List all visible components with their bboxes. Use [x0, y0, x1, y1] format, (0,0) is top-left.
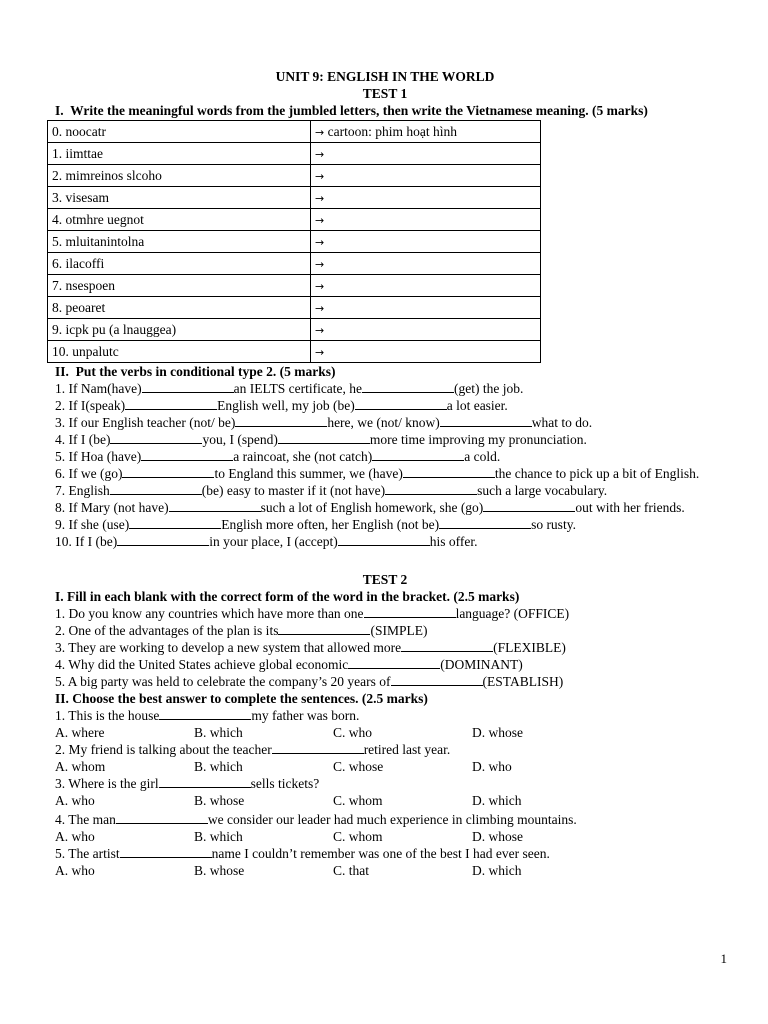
list-item — [55, 482, 715, 499]
table-row — [48, 341, 541, 363]
answer-blank[interactable] — [142, 380, 234, 393]
answer-option[interactable]: A. whom — [55, 759, 106, 774]
answer-blank[interactable] — [338, 533, 430, 546]
section-number: I. — [55, 103, 64, 118]
test2-part2-heading: II. Choose the best answer to complete the sentences. (2.5 marks) — [55, 691, 428, 706]
answer-blank[interactable] — [355, 397, 447, 410]
sentence-part: (FLEXIBLE) — [493, 640, 566, 655]
sentence-part: more time improving my pronunciation. — [369, 432, 587, 447]
question-text: 5. The artist — [55, 846, 120, 861]
answer-option[interactable]: C. whom — [333, 793, 383, 808]
test1-part2-heading — [55, 363, 715, 380]
answer-blank[interactable] — [120, 845, 212, 858]
question — [55, 707, 715, 724]
arrow-icon: → — [315, 235, 325, 249]
answer-blank[interactable] — [364, 605, 456, 618]
arrow-icon: → — [315, 125, 325, 139]
table-row — [48, 209, 541, 231]
arrow-icon: → — [315, 257, 325, 271]
sentence-part: 10. If I (be) — [55, 534, 118, 549]
table-row — [48, 231, 541, 253]
jumbled-word-cell — [48, 253, 311, 275]
sentence-part: such a lot of English homework, she (go) — [260, 500, 484, 515]
arrow-icon: → — [315, 213, 325, 227]
table-row — [48, 253, 541, 275]
test1-title: TEST 1 — [362, 86, 408, 101]
sentence-part: a cold. — [464, 449, 501, 464]
table-row — [48, 319, 541, 341]
sentence-part: his offer. — [429, 534, 478, 549]
sentence-part: a raincoat, she (not catch) — [233, 449, 373, 464]
answer-options — [55, 828, 715, 845]
sentence-part: so rusty. — [531, 517, 576, 532]
jumbled-word-cell — [48, 275, 311, 297]
arrow-icon: → — [315, 191, 325, 205]
answer-cell[interactable] — [311, 165, 541, 187]
answer-blank[interactable] — [169, 499, 261, 512]
sentence-part: what to do. — [531, 415, 593, 430]
question-text: retired last year. — [363, 742, 451, 757]
answer-blank[interactable] — [122, 465, 214, 478]
sentence-part: to England this summer, we (have) — [214, 466, 403, 481]
answer-cell[interactable] — [311, 231, 541, 253]
section-text: Put the verbs in conditional type 2. (5 marks) — [75, 364, 336, 379]
sentence-part: out with her friends. — [575, 500, 685, 515]
sentence-part: 8. If Mary (not have) — [55, 500, 169, 515]
list-item — [55, 397, 715, 414]
jumbled-word-cell — [48, 319, 311, 341]
test1-part1-heading — [55, 102, 715, 119]
answer-cell[interactable] — [311, 253, 541, 275]
jumbled-words-table — [47, 120, 541, 363]
sentence-part: 4. Why did the United States achieve global economic — [55, 657, 349, 672]
answer-blank[interactable] — [385, 482, 477, 495]
answer-option[interactable]: D. which — [472, 863, 522, 878]
sentence-part: language? (OFFICE) — [455, 606, 570, 621]
answer-option[interactable]: C. that — [333, 863, 369, 878]
answer-cell[interactable] — [311, 187, 541, 209]
answer-option[interactable]: A. who — [55, 863, 95, 878]
arrow-icon: → — [315, 279, 325, 293]
answer-option[interactable]: A. who — [55, 793, 95, 808]
sentence-part: 5. If Hoa (have) — [55, 449, 142, 464]
section-text: Write the meaningful words from the jumbled letters, then write the Vietnamese meaning. (5 marks) — [70, 103, 648, 118]
question — [55, 845, 715, 862]
table-row — [48, 275, 541, 297]
sentence-part: 4. If I (be) — [55, 432, 111, 447]
jumbled-word: 1. iimttae — [52, 146, 103, 161]
jumbled-word-cell — [48, 231, 311, 253]
answer-blank[interactable] — [483, 499, 575, 512]
answer-option[interactable]: B. which — [194, 725, 243, 740]
answer-option[interactable]: D. whose — [472, 829, 523, 844]
list-item — [55, 622, 715, 639]
question — [55, 741, 715, 758]
answer-option[interactable]: A. who — [55, 829, 95, 844]
answer-cell[interactable] — [311, 275, 541, 297]
list-item — [55, 465, 715, 482]
answer-blank[interactable] — [278, 431, 370, 444]
answer-blank[interactable] — [125, 397, 217, 410]
list-item — [55, 533, 715, 550]
sentence-part: 9. If she (use) — [55, 517, 130, 532]
question-text: 1. This is the house — [55, 708, 160, 723]
sentence-part: you, I (spend) — [202, 432, 278, 447]
jumbled-word-cell — [48, 341, 311, 363]
list-item — [55, 499, 715, 516]
jumbled-word: 7. nsespoen — [52, 278, 115, 293]
answer-option[interactable]: C. whose — [333, 759, 384, 774]
list-item — [55, 639, 715, 656]
jumbled-word: 6. ilacoffi — [52, 256, 105, 271]
jumbled-word: 10. unpalutc — [52, 344, 119, 359]
word-form-list — [55, 605, 715, 690]
table-row — [48, 121, 541, 143]
answer-blank[interactable] — [440, 414, 532, 427]
answer-blank[interactable] — [117, 533, 209, 546]
sentence-part: (DOMINANT) — [440, 657, 523, 672]
answer-option[interactable]: B. whose — [194, 863, 245, 878]
arrow-icon: → — [315, 323, 325, 337]
answer-cell[interactable] — [311, 143, 541, 165]
sentence-part: (ESTABLISH) — [482, 674, 564, 689]
sentence-part: (get) the job. — [454, 381, 524, 396]
sentence-part: 5. A big party was held to celebrate the company’s 20 years of — [55, 674, 391, 689]
sentence-part: an IELTS certificate, he — [233, 381, 363, 396]
list-item — [55, 431, 715, 448]
sentence-part: 2. One of the advantages of the plan is its — [55, 623, 279, 638]
answer-cell[interactable] — [311, 297, 541, 319]
arrow-icon: → — [315, 345, 325, 359]
list-item — [55, 516, 715, 533]
sentence-part: in your place, I (accept) — [209, 534, 338, 549]
list-item — [55, 605, 715, 622]
answer-blank[interactable] — [272, 741, 364, 754]
answer-blank[interactable] — [235, 414, 327, 427]
answer-text: cartoon: phim hoạt hình — [327, 123, 457, 139]
answer-options — [55, 724, 715, 741]
answer-option[interactable]: D. whose — [472, 725, 523, 740]
sentence-part: 7. English — [55, 483, 110, 498]
conditional-list — [55, 380, 715, 550]
question-text: 4. The man — [55, 812, 116, 827]
answer-blank[interactable] — [110, 431, 202, 444]
answer-options — [55, 792, 715, 809]
sentence-part: such a large vocabulary. — [477, 483, 608, 498]
answer-blank[interactable] — [439, 516, 531, 529]
jumbled-word-cell — [48, 121, 311, 143]
jumbled-word-cell — [48, 165, 311, 187]
answer-blank[interactable] — [159, 775, 251, 788]
sentence-part: 1. If Nam(have) — [55, 381, 142, 396]
question — [55, 775, 715, 792]
sentence-part: English more often, her English (not be) — [221, 517, 440, 532]
question-text: my father was born. — [251, 708, 360, 723]
arrow-icon: → — [315, 147, 325, 161]
question-text: 2. My friend is talking about the teacher — [55, 742, 272, 757]
answer-blank[interactable] — [401, 639, 493, 652]
multiple-choice-list — [55, 707, 715, 879]
answer-blank[interactable] — [110, 482, 202, 495]
question-text: we consider our leader had much experience in climbing mountains. — [207, 812, 577, 827]
jumbled-word: 0. noocatr — [52, 124, 106, 139]
answer-option[interactable]: B. whose — [194, 793, 245, 808]
jumbled-word: 3. visesam — [52, 190, 109, 205]
answer-blank[interactable] — [116, 811, 208, 824]
answer-blank[interactable] — [129, 516, 221, 529]
list-item — [55, 673, 715, 690]
sentence-part: 3. If our English teacher (not/ be) — [55, 415, 236, 430]
table-row — [48, 187, 541, 209]
unit-title: UNIT 9: ENGLISH IN THE WORLD — [275, 69, 495, 84]
sentence-part: 3. They are working to develop a new system that allowed more — [55, 640, 402, 655]
sentence-part: here, we (not/ know) — [327, 415, 440, 430]
list-item — [55, 448, 715, 465]
sentence-part: 6. If we (go) — [55, 466, 123, 481]
answer-cell[interactable] — [311, 209, 541, 231]
jumbled-word: 9. icpk pu (a lnauggea) — [52, 322, 177, 337]
answer-option[interactable]: C. who — [333, 725, 373, 740]
worksheet-page — [52, 68, 715, 879]
test2-part1-heading: I. Fill in each blank with the correct form of the word in the bracket. (2.5 marks) — [55, 589, 520, 604]
answer-option[interactable]: C. whom — [333, 829, 383, 844]
page-number: 1 — [720, 951, 727, 966]
table-row — [48, 165, 541, 187]
answer-option[interactable]: D. which — [472, 793, 522, 808]
list-item — [55, 380, 715, 397]
answer-blank[interactable] — [403, 465, 495, 478]
table-row — [48, 143, 541, 165]
arrow-icon: → — [315, 169, 325, 183]
sentence-part: 1. Do you know any countries which have more than one — [55, 606, 364, 621]
test2-title: TEST 2 — [362, 572, 408, 587]
answer-option[interactable]: B. which — [194, 829, 243, 844]
sentence-part: 2. If I(speak) — [55, 398, 126, 413]
answer-blank[interactable] — [278, 622, 370, 635]
sentence-part: the chance to pick up a bit of English. — [494, 466, 700, 481]
jumbled-word: 5. mluitanintolna — [52, 234, 145, 249]
answer-option[interactable]: D. who — [472, 759, 512, 774]
answer-blank[interactable] — [391, 673, 483, 686]
answer-cell[interactable] — [311, 341, 541, 363]
question-text: name I couldn’t remember was one of the best I had ever seen. — [211, 846, 550, 861]
answer-blank[interactable] — [159, 707, 251, 720]
answer-blank[interactable] — [141, 448, 233, 461]
arrow-icon: → — [315, 301, 325, 315]
section-number: II. — [55, 364, 69, 379]
jumbled-word-cell — [48, 187, 311, 209]
table-row — [48, 297, 541, 319]
answer-blank[interactable] — [362, 380, 454, 393]
jumbled-word: 2. mimreinos slcoho — [52, 168, 162, 183]
jumbled-word-cell — [48, 209, 311, 231]
list-item — [55, 414, 715, 431]
sentence-part: (SIMPLE) — [370, 623, 428, 638]
jumbled-word: 4. otmhre uegnot — [52, 212, 144, 227]
answer-options — [55, 758, 715, 775]
answer-cell[interactable] — [311, 319, 541, 341]
question — [55, 811, 715, 828]
answer-option[interactable]: B. which — [194, 759, 243, 774]
sentence-part: a lot easier. — [446, 398, 508, 413]
jumbled-word-cell — [48, 297, 311, 319]
answer-options — [55, 862, 715, 879]
question-text: sells tickets? — [250, 776, 320, 791]
sentence-part: (be) easy to master if it (not have) — [201, 483, 386, 498]
sentence-part: English well, my job (be) — [217, 398, 355, 413]
answer-option[interactable]: A. where — [55, 725, 105, 740]
answer-cell[interactable] — [311, 121, 541, 143]
list-item — [55, 656, 715, 673]
answer-blank[interactable] — [372, 448, 464, 461]
answer-blank[interactable] — [348, 656, 440, 669]
question-text: 3. Where is the girl — [55, 776, 159, 791]
jumbled-word-cell — [48, 143, 311, 165]
jumbled-word: 8. peoaret — [52, 300, 106, 315]
